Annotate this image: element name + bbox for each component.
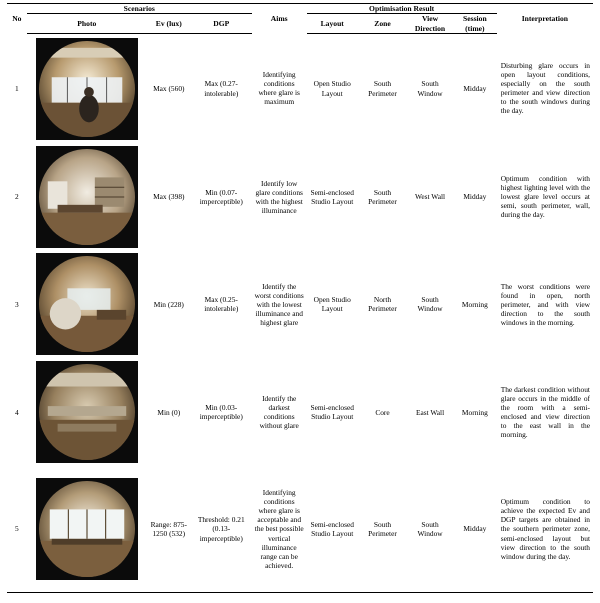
cell-layout: Open Studio Layout	[313, 79, 351, 98]
cell-photo	[27, 143, 147, 250]
cell-session: Morning	[461, 299, 488, 309]
cell-dgp: Threshold: 0.21 (0.13-imperceptible)	[191, 466, 252, 592]
fisheye-photo	[36, 38, 138, 140]
cell-layout: Semi-enclosed Studio Layout	[307, 466, 358, 592]
cell-view-direction: East Wall	[415, 407, 445, 417]
cell-zone: South Perimeter	[358, 466, 407, 592]
cell-dgp: Max (0.27-intolerable)	[204, 79, 239, 98]
header-photo: Photo	[27, 14, 147, 34]
cell-no: 3	[14, 299, 19, 309]
cell-session: Midday	[453, 466, 497, 592]
cell-aims: Identify the worst conditions with the lowest illuminance and highest glare	[254, 281, 304, 327]
header-zone: Zone	[358, 14, 407, 34]
cell-photo	[27, 358, 147, 466]
cell-photo	[27, 33, 147, 143]
table-row	[7, 466, 593, 592]
cell-aims: Identifying conditions where glare is maximum	[258, 70, 300, 107]
cell-session: Midday	[463, 192, 487, 202]
header-no: No	[7, 4, 27, 34]
cell-zone: South Perimeter	[368, 79, 397, 98]
cell-interpretation: Optimum condition to achieve the expected Ev and DGP targets are obtained in the southern perimeter zone, semi-enclosed layout but view direction to the south window during the day.	[497, 466, 593, 592]
cell-layout: Open Studio Layout	[313, 295, 351, 314]
fisheye-photo	[36, 253, 138, 355]
cell-interpretation: The worst conditions were found in open, north perimeter, and with view direction to the south windows in the morning.	[500, 281, 590, 327]
cell-dgp: Max (0.25-intolerable)	[204, 295, 239, 314]
results-table	[7, 3, 593, 593]
cell-photo	[27, 250, 147, 358]
header-aims: Aims	[252, 4, 307, 34]
table-row	[7, 33, 593, 143]
table-row	[7, 250, 593, 358]
cell-view-direction: South Window	[417, 79, 443, 98]
cell-view-direction: South Window	[407, 466, 453, 592]
cell-aims: Identify low glare conditions with the highest illuminance	[255, 178, 303, 215]
cell-no: 1	[14, 83, 19, 93]
cell-dgp: Min (0.03-imperceptible)	[199, 403, 243, 422]
header-layout: Layout	[307, 14, 358, 34]
cell-view-direction: West Wall	[415, 192, 446, 202]
cell-zone: North Perimeter	[368, 295, 397, 314]
cell-view-direction: South Window	[417, 295, 443, 314]
cell-aims: Identify the darkest conditions without glare	[259, 394, 299, 431]
cell-interpretation: The darkest condition without glare occurs in the middle of the room with a semi-enclosed and view direction to the east wall in the morning.	[500, 385, 590, 440]
cell-no: 2	[14, 192, 19, 202]
cell-layout: Semi-enclosed Studio Layout	[310, 187, 354, 206]
header-scenarios: Scenarios	[27, 4, 252, 14]
cell-zone: Core	[375, 407, 390, 417]
cell-ev: Max (560)	[153, 83, 185, 93]
fisheye-photo	[36, 146, 138, 248]
cell-aims: Identifying conditions where glare is acceptable and the best possible vertical illuminance range can be achieved.	[252, 466, 307, 592]
header-interpretation: Interpretation	[497, 4, 593, 34]
header-session: Session (time)	[453, 14, 497, 34]
cell-interpretation: Disturbing glare occurs in open layout conditions, especially on the south perimeter and view direction to the south windows during the day.	[500, 61, 590, 116]
fisheye-photo	[36, 361, 138, 463]
table-row	[7, 143, 593, 250]
cell-ev: Max (398)	[153, 192, 185, 202]
cell-ev: Min (228)	[153, 299, 184, 309]
header-ev: Ev (lux)	[147, 14, 191, 34]
cell-dgp: Min (0.07-imperceptible)	[199, 187, 243, 206]
cell-interpretation: Optimum condition with highest lighting level with the lowest glare level occurs at semi, south perimeter, wall, during the day.	[500, 174, 590, 220]
cell-no: 4	[14, 407, 19, 417]
header-dgp: DGP	[191, 14, 252, 34]
cell-ev: Min (0)	[157, 407, 181, 417]
header-optimisation-result: Optimisation Result	[307, 4, 497, 14]
fisheye-photo	[36, 478, 138, 580]
cell-session: Midday	[463, 83, 487, 93]
cell-photo	[27, 466, 147, 592]
cell-ev: Range: 875-1250 (532)	[147, 466, 191, 592]
cell-session: Morning	[461, 407, 488, 417]
cell-layout: Semi-enclosed Studio Layout	[310, 403, 354, 422]
header-view-direction: View Direction	[407, 14, 453, 34]
cell-zone: South Perimeter	[368, 187, 397, 206]
table-row	[7, 358, 593, 466]
cell-no: 5	[7, 466, 27, 592]
